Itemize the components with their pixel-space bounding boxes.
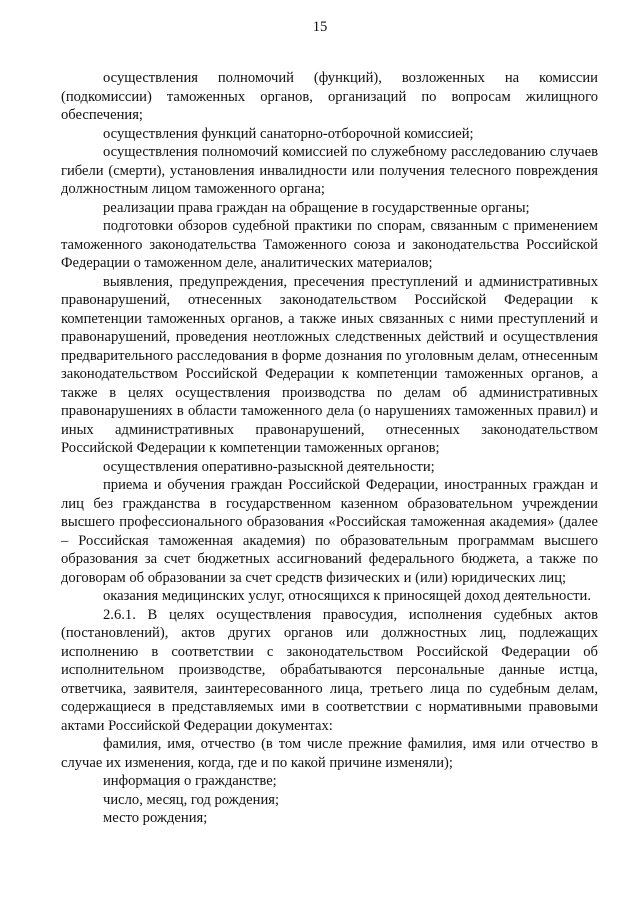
page-number: 15 bbox=[312, 19, 328, 35]
paragraph: число, месяц, год рождения; bbox=[103, 791, 280, 808]
paragraph: реализации права граждан на обращение в государственные органы; bbox=[103, 199, 530, 216]
paragraph: осуществления оперативно-разыскной деятельности; bbox=[103, 458, 435, 475]
paragraph: оказания медицинских услуг, относящихся к приносящей доход деятельности. bbox=[103, 588, 591, 604]
paragraph: осуществления функций санаторно-отборочной комиссией; bbox=[103, 125, 474, 142]
paragraph: осуществления полномочий комиссией по служебному расследованию случаев гибели (смерти), установления инвалидности или получения телесного повреждения должностным лицом таможенного органа; bbox=[61, 144, 598, 197]
paragraph: подготовки обзоров судебной практики по спорам, связанным с применением таможенного законодательства Таможенного союза и законодательства Российской Федерации о таможенном деле, аналитических материалов; bbox=[61, 218, 598, 271]
paragraph: выявления, предупреждения, пресечения преступлений и административных правонарушений, отнесенных законодательством Российской Федерации к компетенции таможенных органов, а также иных связанных с ними преступлений и правонарушений, проведения неотложных следственных действий и осуществления предварительного расследования в форме дознания по уголовным делам, отнесенным законодательством Российской Федерации к компетенции таможенных органов, а также в целях осуществления производства по делам об административных правонарушениях в области таможенного дела (о нарушениях таможенных правил) и иных административных правонарушений, отнесенных законодательством Российской Федерации к компетенции таможенных органов; bbox=[61, 273, 598, 456]
paragraph: 2.6.1. В целях осуществления правосудия, исполнения судебных актов (постановлений), актов других органов или должностных лиц, подлежащих исполнению в соответствии с законодательством Российской Федерации об исполнительном производстве, обрабатываются персональные данные истца, ответчика, заявителя, заинтересованного лица, третьего лица по судебным делам, содержащиеся в представляемых ими в соответствии с нормативными правовыми актами Российской Федерации документах: bbox=[61, 606, 598, 734]
paragraph: фамилия, имя, отчество (в том числе прежние фамилия, имя или отчество в случае их изменения, когда, где и по какой причине изменяли); bbox=[61, 736, 598, 771]
paragraph: осуществления полномочий (функций), возложенных на комиссии (подкомиссии) таможенных органов, организаций по вопросам жилищного обеспечения; bbox=[61, 70, 598, 123]
paragraph: информация о гражданстве; bbox=[103, 773, 277, 789]
paragraph: место рождения; bbox=[103, 810, 208, 826]
document-body bbox=[61, 69, 598, 828]
paragraph: приема и обучения граждан Российской Федерации, иностранных граждан и лиц без гражданства в государственном казенном образовательном учреждении высшего профессионального образования «Российская таможенная академия» (далее – Российская таможенная академия) по образовательным программам высшего образования за счет бюджетных ассигнований федерального бюджета, а также по договорам об образовании за счет средств физических и (или) юридических лиц; bbox=[61, 477, 598, 586]
